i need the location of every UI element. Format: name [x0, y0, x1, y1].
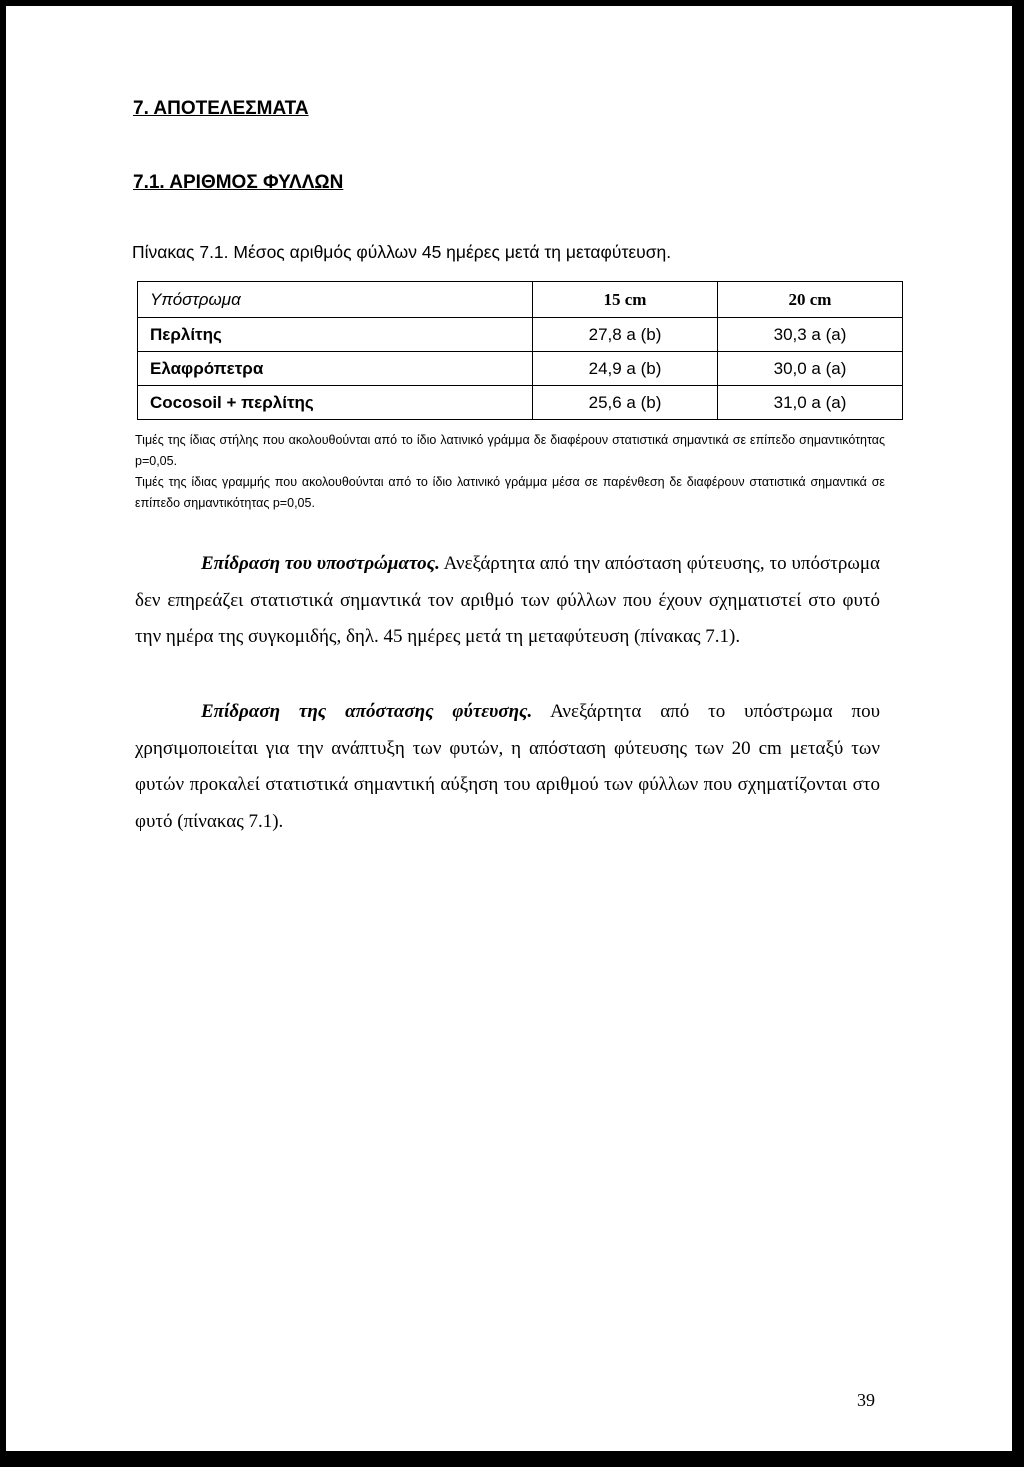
cell-20cm: 30,3 a (a)	[718, 318, 903, 352]
paragraph-spacing-effect	[135, 694, 880, 840]
cell-20cm: 30,0 a (a)	[718, 352, 903, 386]
column-header-20cm: 20 cm	[718, 282, 903, 318]
document-page	[6, 6, 1012, 1451]
paragraph-text: Ανεξάρτητα από την απόσταση φύτευσης, το υπόστρωμα δεν επηρεάζει στατιστικά σημαντικά τον αριθμό των φύλλων που έχουν σχηματιστεί στο φυτό την ημέρα της συγκομιδής, δηλ. 45 ημέρες μετά τη μεταφύτευση (πίνακας 7.1).	[135, 553, 880, 647]
column-header-substrate: Υπόστρωμα	[138, 282, 533, 318]
cell-15cm: 25,6 a (b)	[533, 386, 718, 420]
table-header-row	[138, 282, 903, 318]
cell-15cm: 24,9 a (b)	[533, 352, 718, 386]
table-note-row: Τιμές της ίδιας γραμμής που ακολουθούνται από το ίδιο λατινικό γράμμα μέσα σε παρένθεση δε διαφέρουν στατιστικά σημαντικά σε επίπεδο σημαντικότητας p=0,05.	[135, 475, 885, 510]
row-substrate: Ελαφρόπετρα	[138, 352, 533, 386]
paragraph-lead: Επίδραση του υποστρώματος.	[201, 553, 440, 574]
table-note-column: Τιμές της ίδιας στήλης που ακολουθούνται από το ίδιο λατινικό γράμμα δε διαφέρουν στατιστικά σημαντικά σε επίπεδο σημαντικότητας p=0,05.	[135, 433, 885, 468]
page-number: 39	[857, 1390, 875, 1410]
section-heading: 7. ΑΠΟΤΕΛΕΣΜΑΤΑ	[133, 98, 309, 119]
cell-20cm: 31,0 a (a)	[718, 386, 903, 420]
paragraph-text: Ανεξάρτητα από το υπόστρωμα που χρησιμοποιείται για την ανάπτυξη των φυτών, η απόσταση φύτευσης των 20 cm μεταξύ των φυτών προκαλεί στατιστικά σημαντική αύξηση του αριθμού των φύλλων που σχηματίζονται στο φυτό (πίνακας 7.1).	[135, 701, 881, 832]
table-row	[138, 318, 903, 352]
table-row	[138, 386, 903, 420]
row-substrate: Cocosoil + περλίτης	[138, 386, 533, 420]
paragraph-substrate-effect	[135, 546, 880, 656]
leaf-count-table	[137, 281, 903, 420]
cell-15cm: 27,8 a (b)	[533, 318, 718, 352]
column-header-15cm: 15 cm	[533, 282, 718, 318]
row-substrate: Περλίτης	[138, 318, 533, 352]
subsection-heading: 7.1. ΑΡΙΘΜΟΣ ΦΥΛΛΩΝ	[133, 172, 344, 193]
paragraph-lead: Επίδραση της απόστασης φύτευσης.	[201, 701, 533, 722]
table-caption: Πίνακας 7.1. Μέσος αριθμός φύλλων 45 ημέρες μετά τη μεταφύτευση.	[132, 242, 672, 262]
table-row	[138, 352, 903, 386]
